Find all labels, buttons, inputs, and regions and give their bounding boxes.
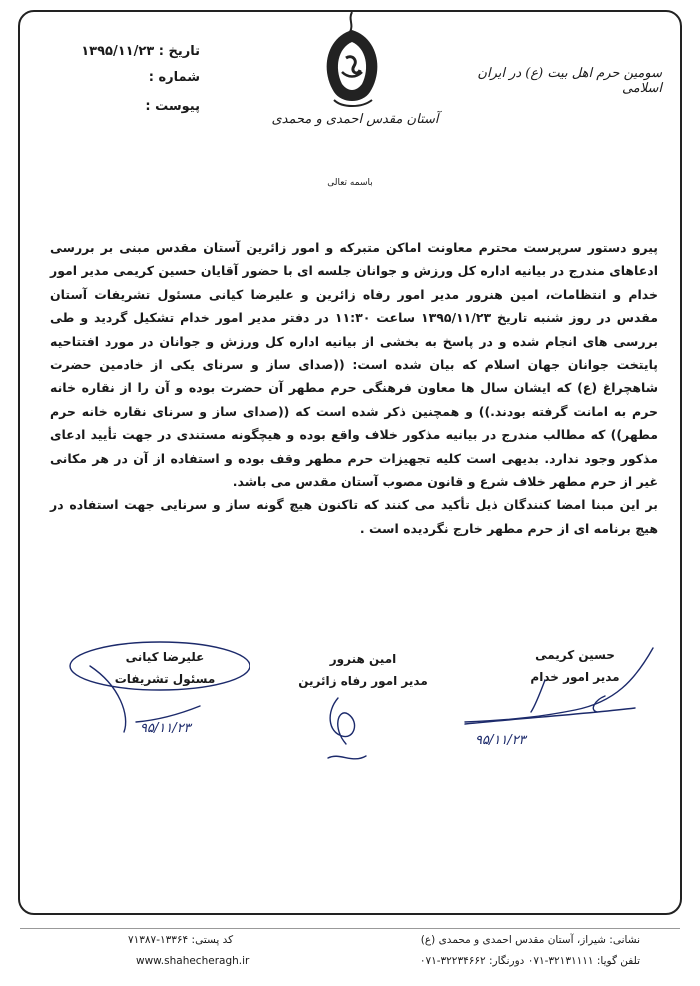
- footer-website: www.shahecheragh.ir: [136, 955, 250, 967]
- body-paragraph: بر این مبنا امضا کنندگان ذیل تأکید می کنند که تاکنون هیچ گونه ساز و سرنایی جهت استفاده در هیچ برنامه ای از حرم مطهر خارج نگردیده است .: [50, 497, 658, 536]
- signatory-title: مدیر امور خدام: [530, 670, 620, 684]
- letter-body: [50, 236, 658, 540]
- signatory-honarvar: [288, 652, 438, 688]
- body-paragraph: پیرو دستور سرپرست محترم معاونت اماکن متبرکه و امور زائرین آستان مقدس مبنی بر بررسی ادعاهای مندرج در بیانیه اداره کل ورزش و جوانان جلسه ای با حضور آقایان حسین کریمی مدیر امور خدام و انتظامات، امین هنرور مدیر امور رفاه زائرین و علیرضا کیانی مسئول تشریفات آستان مقدس در روز شنبه تاریخ ۱۳۹۵/۱۱/۲۳ ساعت ۱۱:۳۰ در دفتر مدیر امور خدام تشکیل گردید و طی بررسی های انجام شده و در پاسخ به بخشی از بیانیه اداره کل ورزش و جوانان در مورد افتتاحیه پایتخت جوانان جهان اسلام که بیان شده است: ((صدای ساز و سرنای یکی از خادمین حضرت شاهچراغ (ع) که ایشان سال ها معاون فرهنگی حرم مطهر آن حضرت بوده و آن را از نقاره خانه حرم به امانت گرفته بودند.)) و همچنین ذکر شده است که ((صدای ساز و سرنای نقاره خانه حرم مطهر)) که مطالب مندرج در بیانیه مذکور خلاف واقع بوده و هیچگونه مستندی در جهت تأیید ادعای مذکور وجود ندارد. بدیهی است کلیه تجهیزات حرم مطهر وقف بوده و استفاده از آن در هر مکانی غیر از حرم مطهر خلاف شرع و قانون مصوب آستان مقدس می باشد.: [50, 240, 658, 490]
- signature-date: ۹۵/۱۱/۲۳: [140, 721, 191, 736]
- footer-address: نشانی: شیراز، آستان مقدس احمدی و محمدی (ع): [420, 934, 640, 946]
- signatory-name: علیرضا کیانی: [125, 650, 205, 664]
- signature-honarvar-icon: [318, 692, 378, 772]
- date-label: تاریخ :: [158, 44, 200, 59]
- basmala: باسمه تعالی: [327, 178, 373, 188]
- signature-kiani-icon: [60, 636, 250, 746]
- date-line: [78, 44, 200, 59]
- footer-postal-code: کد پستی: ۱۳۳۶۴-۷۱۳۸۷: [128, 934, 234, 946]
- number-label: شماره :: [148, 70, 200, 85]
- signatory-title: مسئول تشریفات: [114, 672, 216, 686]
- calligraphy-logo-icon: [312, 8, 392, 120]
- signatory-name: حسین کریمی: [535, 648, 615, 662]
- signature-karimi-icon: [455, 640, 665, 750]
- signatory-title: مدیر امور رفاه زائرین: [298, 674, 428, 688]
- signatory-name: امین هنرور: [329, 652, 397, 666]
- organization-name: آستان مقدس احمدی و محمدی: [271, 112, 439, 127]
- header-motto: سومین حرم اهل بیت (ع) در ایران اسلامی: [477, 66, 662, 96]
- footer-divider: [20, 928, 680, 929]
- date-value: ۱۳۹۵/۱۱/۲۳: [81, 44, 155, 59]
- signature-date: ۹۵/۱۱/۲۳: [475, 733, 526, 748]
- attachment-label: پیوست :: [145, 99, 200, 114]
- footer-phone: تلفن گویا: ۳۲۱۳۱۱۱۱-۰۷۱ دورنگار: ۳۲۲۳۴۶۶۲-۰۷۱: [419, 955, 640, 967]
